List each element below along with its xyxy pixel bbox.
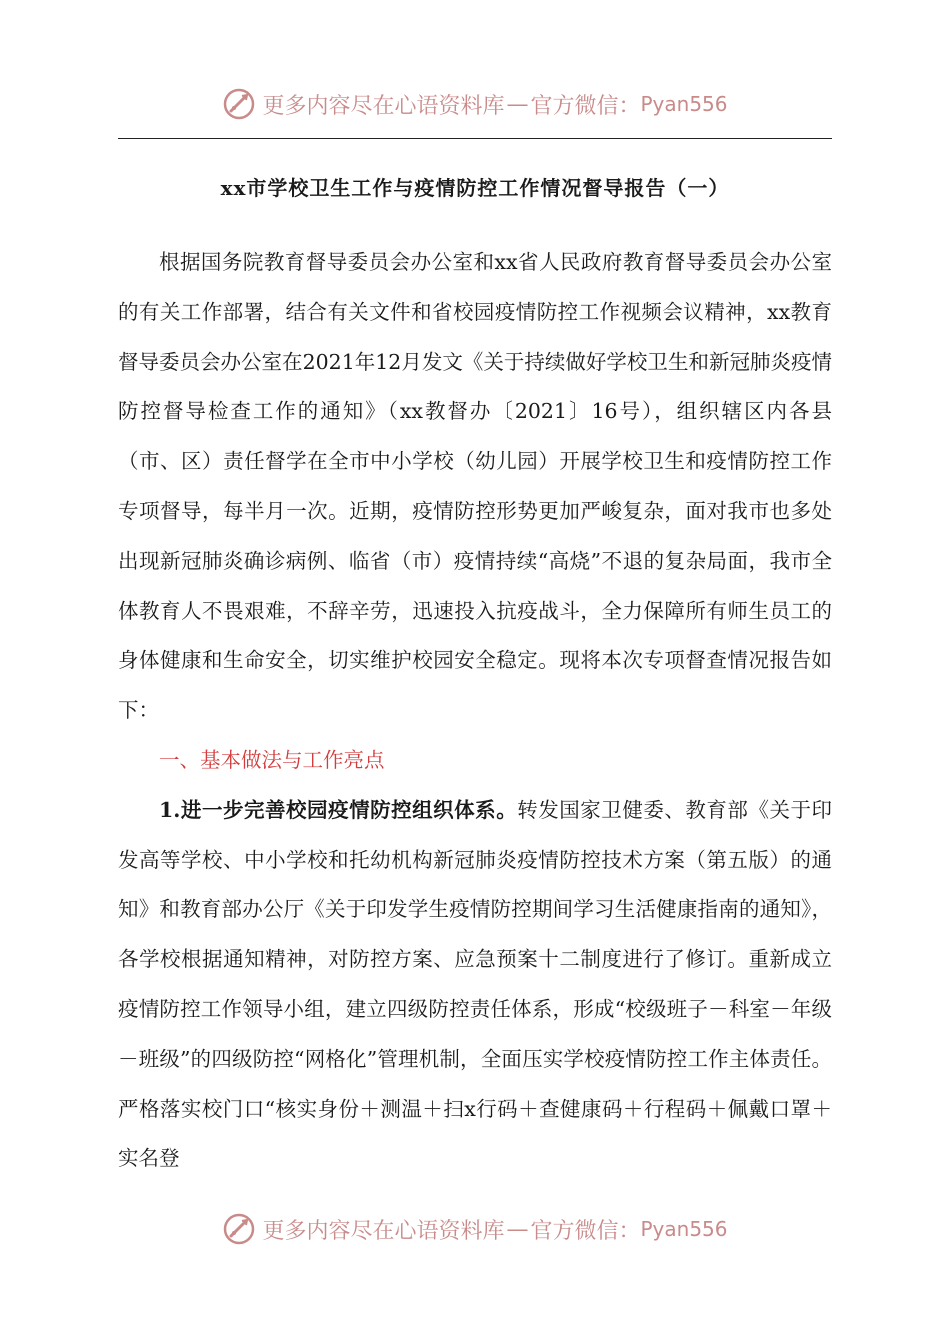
footer-watermark-banner: [0, 1205, 950, 1253]
item-1-body: 转发国家卫健委、教育部《关于印发高等学校、中小学校和托幼机构新冠肺炎疫情防控技术方案（第五版）的通知》和教育部办公厅《关于印发学生疫情防控期间学习生活健康指南的通知》，各学校根据通知精神，对防控方案、应急预案十二制度进行了修订。重新成立疫情防控工作领导小组，建立四级防控责任体系，形成“校级班子－科室－年级－班级”的四级防控“网格化”管理机制，全面压实学校疫情防控工作主体责任。严格落实校门口“核实身份＋测温＋扫x行码＋查健康码＋行程码＋佩戴口罩＋实名登: [118, 797, 833, 1171]
banner-handle: Pyan556: [640, 1217, 728, 1241]
banner-brand-text: 更多内容尽在心语资料库: [262, 1218, 505, 1244]
brand-logo-icon: [222, 1212, 256, 1246]
brand-logo-icon: [222, 87, 256, 121]
intro-paragraph: 根据国务院教育督导委员会办公室和xx省人民政府教育督导委员会办公室的有关工作部署，结合有关文件和省校园疫情防控工作视频会议精神，xx教育督导委员会办公室在2021年12月发文《关于持续做好学校卫生和新冠肺炎疫情防控督导检查工作的通知》（xx教督办〔2021〕16号），组织辖区内各县（市、区）责任督学在全市中小学校（幼儿园）开展学校卫生和疫情防控工作专项督导，每半月一次。近期，疫情防控形势更加严峻复杂，面对我市也多处出现新冠肺炎确诊病例、临省（市）疫情持续“高烧”不退的复杂局面，我市全体教育人不畏艰难，不辞辛劳，迅速投入抗疫战斗，全力保障所有师生员工的身体健康和生命安全，切实维护校园安全稳定。现将本次专项督查情况报告如下：: [118, 250, 832, 723]
banner-label: 官方微信：: [530, 1218, 641, 1244]
banner-separator: —: [506, 91, 529, 117]
banner-brand-text: 更多内容尽在心语资料库: [262, 93, 505, 119]
item-1-lead: 1.进一步完善校园疫情防控组织体系。: [159, 797, 518, 822]
document-body: [118, 238, 832, 1184]
item-1-paragraph: [118, 786, 832, 1184]
banner-label: 官方微信：: [530, 93, 641, 119]
banner-separator: —: [506, 1216, 529, 1242]
banner-handle: Pyan556: [640, 92, 728, 116]
section-heading: 一、基本做法与工作亮点: [159, 747, 385, 772]
header-divider: [118, 138, 832, 139]
document-title: xx市学校卫生工作与疫情防控工作情况督导报告（一）: [220, 176, 730, 200]
header-watermark-banner: [0, 80, 950, 128]
